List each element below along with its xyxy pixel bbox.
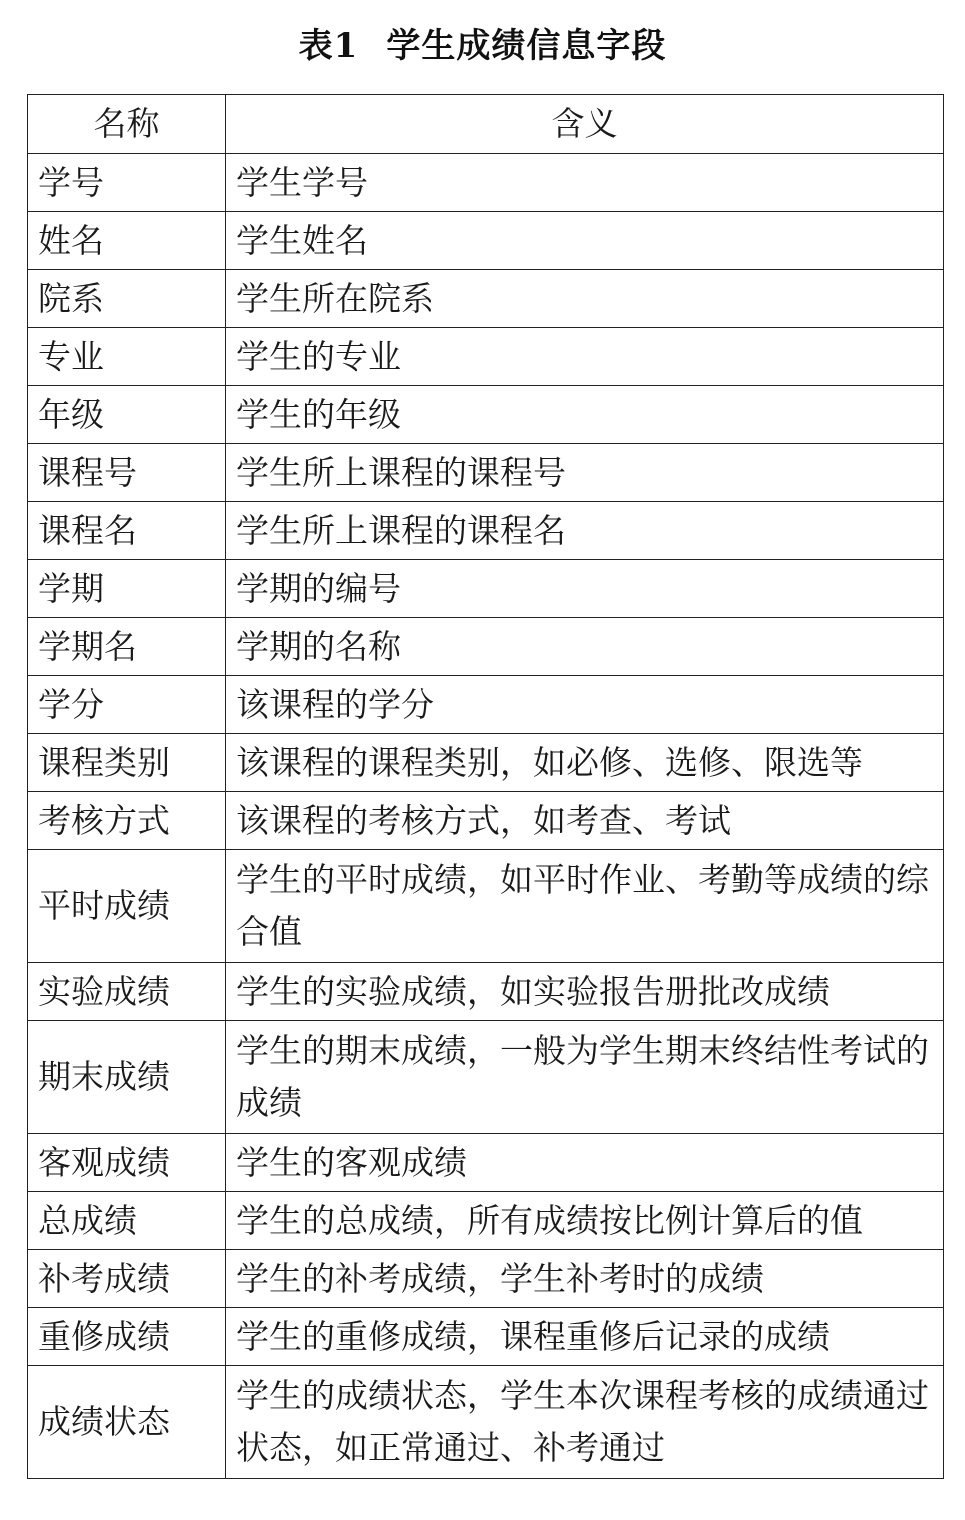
table-row [28, 618, 944, 676]
field-meaning: 学生的实验成绩，如实验报告册批改成绩 [226, 963, 944, 1021]
table-row [28, 963, 944, 1021]
field-name: 成绩状态 [28, 1366, 226, 1479]
field-name: 补考成绩 [28, 1250, 226, 1308]
field-name: 考核方式 [28, 792, 226, 850]
field-meaning: 该课程的学分 [226, 676, 944, 734]
field-name: 学分 [28, 676, 226, 734]
field-meaning: 学生的总成绩，所有成绩按比例计算后的值 [226, 1192, 944, 1250]
field-meaning: 学生所在院系 [226, 270, 944, 328]
header-name: 名称 [28, 95, 226, 154]
table-row [28, 1308, 944, 1366]
table-row [28, 560, 944, 618]
field-meaning: 学生所上课程的课程号 [226, 444, 944, 502]
field-meaning: 学生的期末成绩，一般为学生期末终结性考试的成绩 [226, 1021, 944, 1134]
table-row [28, 502, 944, 560]
table-row [28, 1250, 944, 1308]
field-name: 学期名 [28, 618, 226, 676]
field-name: 学号 [28, 154, 226, 212]
field-meaning: 学期的编号 [226, 560, 944, 618]
field-name: 实验成绩 [28, 963, 226, 1021]
field-meaning: 学生所上课程的课程名 [226, 502, 944, 560]
table-row [28, 1021, 944, 1134]
field-name: 期末成绩 [28, 1021, 226, 1134]
field-name: 重修成绩 [28, 1308, 226, 1366]
table-number: 表1 [298, 26, 359, 66]
field-meaning: 学生姓名 [226, 212, 944, 270]
fields-table [27, 94, 944, 1479]
table-row [28, 328, 944, 386]
field-meaning: 学生的专业 [226, 328, 944, 386]
table-row [28, 734, 944, 792]
table-title: 学生成绩信息字段 [386, 26, 667, 66]
field-name: 课程名 [28, 502, 226, 560]
field-meaning: 学生的客观成绩 [226, 1134, 944, 1192]
table-caption [0, 22, 965, 70]
table-row [28, 386, 944, 444]
table-row [28, 676, 944, 734]
table-row [28, 850, 944, 963]
field-meaning: 学生学号 [226, 154, 944, 212]
field-meaning: 学期的名称 [226, 618, 944, 676]
table-header-row [28, 95, 944, 154]
table-row [28, 270, 944, 328]
field-name: 平时成绩 [28, 850, 226, 963]
field-name: 姓名 [28, 212, 226, 270]
field-name: 总成绩 [28, 1192, 226, 1250]
field-name: 院系 [28, 270, 226, 328]
field-name: 课程号 [28, 444, 226, 502]
field-meaning: 学生的平时成绩，如平时作业、考勤等成绩的综合值 [226, 850, 944, 963]
table-row [28, 792, 944, 850]
field-meaning: 学生的重修成绩，课程重修后记录的成绩 [226, 1308, 944, 1366]
field-name: 年级 [28, 386, 226, 444]
field-name: 课程类别 [28, 734, 226, 792]
field-name: 专业 [28, 328, 226, 386]
field-name: 客观成绩 [28, 1134, 226, 1192]
field-meaning: 学生的补考成绩，学生补考时的成绩 [226, 1250, 944, 1308]
table-row [28, 1192, 944, 1250]
field-name: 学期 [28, 560, 226, 618]
field-meaning: 该课程的考核方式，如考查、考试 [226, 792, 944, 850]
header-meaning: 含义 [226, 95, 944, 154]
table-row [28, 1134, 944, 1192]
table-row [28, 212, 944, 270]
field-meaning: 学生的成绩状态，学生本次课程考核的成绩通过状态，如正常通过、补考通过 [226, 1366, 944, 1479]
table-row [28, 444, 944, 502]
field-meaning: 该课程的课程类别，如必修、选修、限选等 [226, 734, 944, 792]
field-meaning: 学生的年级 [226, 386, 944, 444]
table-row [28, 1366, 944, 1479]
table-row [28, 154, 944, 212]
